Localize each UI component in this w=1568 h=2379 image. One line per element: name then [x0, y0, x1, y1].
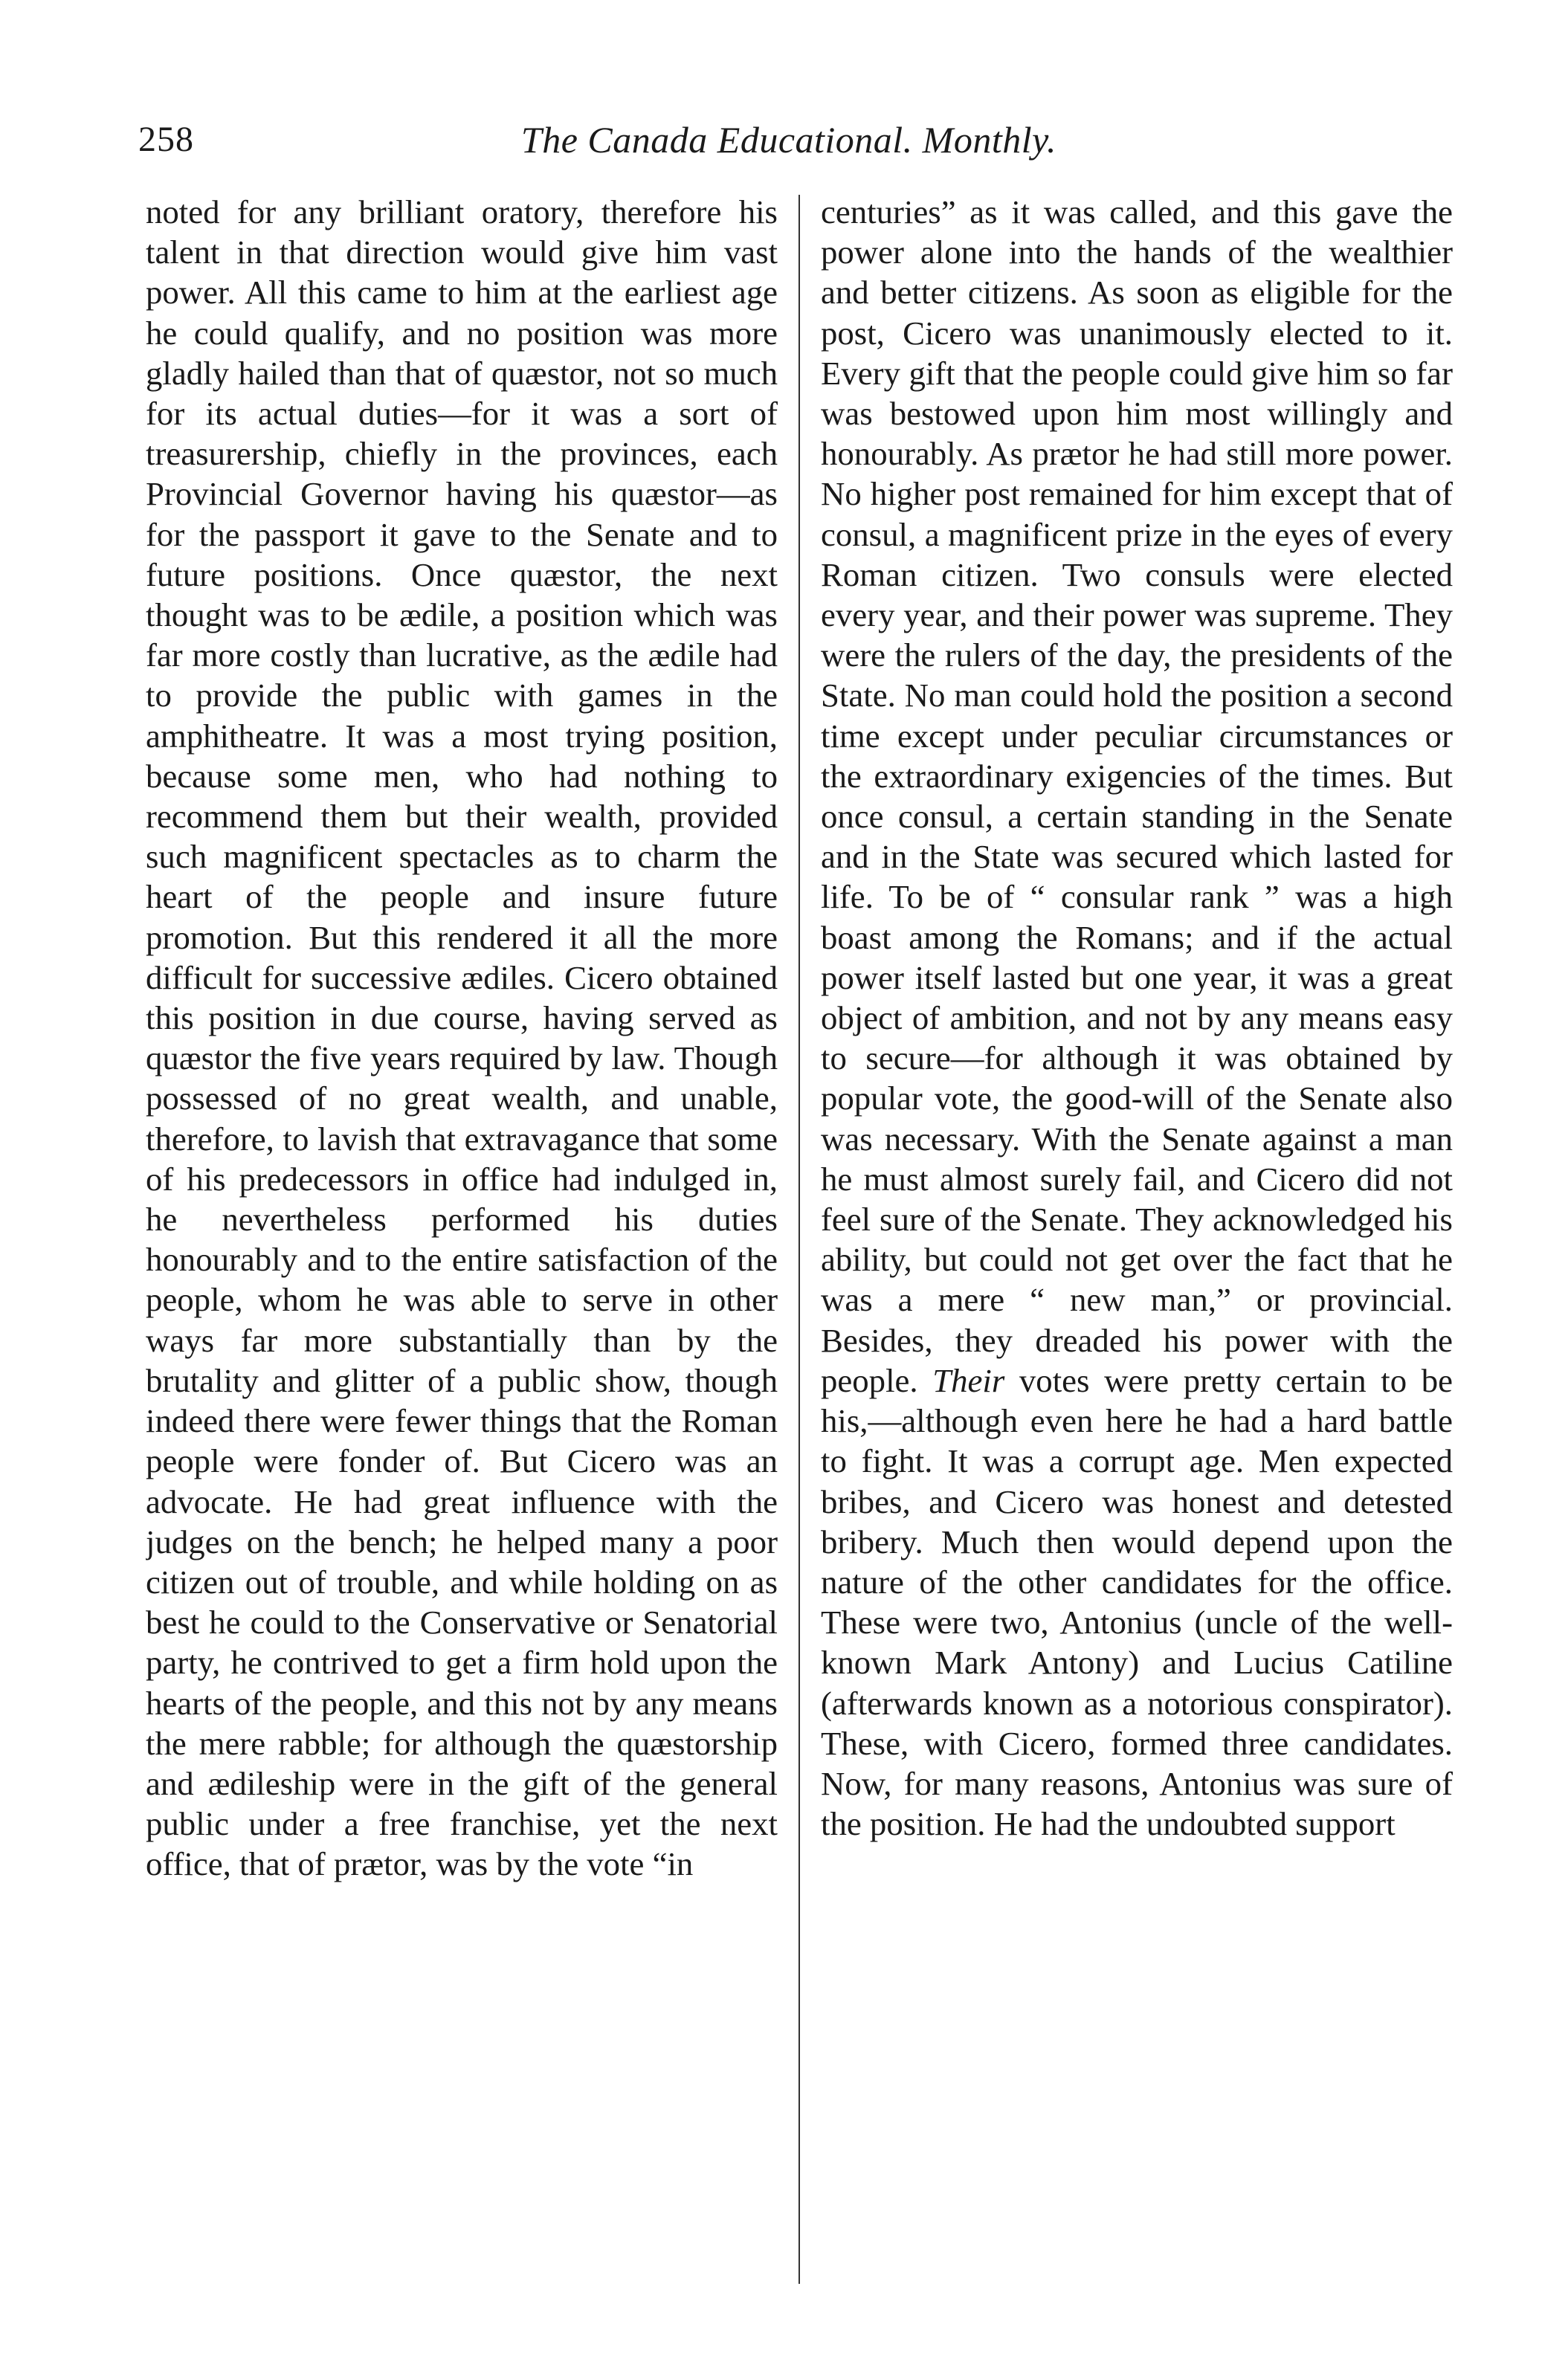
right-column-text-after: votes were pretty certain to be his,—although even here he had a hard battle to fight. It was a corrupt age. Men expected bribes, and Cicero was honest and detested bribery. Much then would depend upon the nature of the other candidates for the office. These were two, Antonius (uncle of the well-known Mark Antony) and Lucius Catiline (afterwards known as a notorious conspirator). These, with Cicero, formed three candidates. Now, for many reasons, Antonius was sure of the position. He had the undoubted support [821, 1361, 1453, 1843]
italic-emphasis: Their [932, 1361, 1005, 1399]
left-column [146, 192, 778, 2318]
left-column-text: noted for any brilliant oratory, therefore his talent in that direction would give him vast power. All this came to him at the earliest age he could qualify, and no position was more gladly hailed than that of quæstor, not so much for its actual duties—for it was a sort of treasurership, chiefly in the provinces, each Provincial Governor having his quæstor—as for the passport it gave to the Senate and to future positions. Once quæstor, the next thought was to be ædile, a position which was far more costly than lucrative, as the ædile had to provide the public with games in the amphitheatre. It was a most trying position, because some men, who had nothing to recommend them but their wealth, provided such magnificent spectacles as to charm the heart of the people and insure future promotion. But this rendered it all the more difficult for successive ædiles. Cicero obtained this position in due course, having served as quæstor the five years required by law. Though possessed of no great wealth, and unable, therefore, to lavish that extravagance that some of his predecessors in office had indulged in, he nevertheless performed his duties honourably and to the entire satisfaction of the people, whom he was able to serve in other ways far more substantially than by the brutality and glitter of a public show, though indeed there were fewer things that the Roman people were fonder of. But Cicero was an advocate. He had great influence with the judges on the bench; he helped many a poor citizen out of trouble, and while holding on as best he could to the Conservative or Senatorial party, he contrived to get a firm hold upon the hearts of the people, and this not by any means the mere rabble; for although the quæstorship and ædileship were in the gift of the general public under a free franchise, yet the next office, that of prætor, was by the vote “in [146, 193, 778, 1883]
page-number: 258 [138, 120, 194, 159]
running-head [138, 110, 1439, 170]
right-column-text-before: centuries” as it was called, and this gave the power alone into the hands of the wealthier and better citizens. As soon as eligible for the post, Cicero was unanimously elected to it. Every gift that the people could give him so far was bestowed upon him most willingly and honourably. As prætor he had still more power. No higher post remained for him except that of consul, a magnificent prize in the eyes of every Roman citizen. Two consuls were elected every year, and their power was supreme. They were the rulers of the day, the presidents of the State. No man could hold the position a second time except under peculiar circumstances or the extraordinary exigencies of the times. But once consul, a certain standing in the Senate and in the State was secured which lasted for life. To be of “ consular rank ” was a high boast among the Romans; and if the actual power itself lasted but one year, it was a great object of ambition, and not by any means easy to secure—for although it was obtained by popular vote, the good-will of the Senate also was necessary. With the Senate against a man he must almost surely fail, and Cicero did not feel sure of the Senate. They acknowledged his ability, but could not get over the fact that he was a mere “ new man,” or provincial. Besides, they dreaded his power with the people. [821, 193, 1453, 1399]
right-column-paragraph [821, 192, 1453, 1844]
journal-title: The Canada Educational. Monthly. [520, 119, 1057, 161]
column-divider [798, 195, 800, 2284]
right-column [821, 192, 1453, 2318]
